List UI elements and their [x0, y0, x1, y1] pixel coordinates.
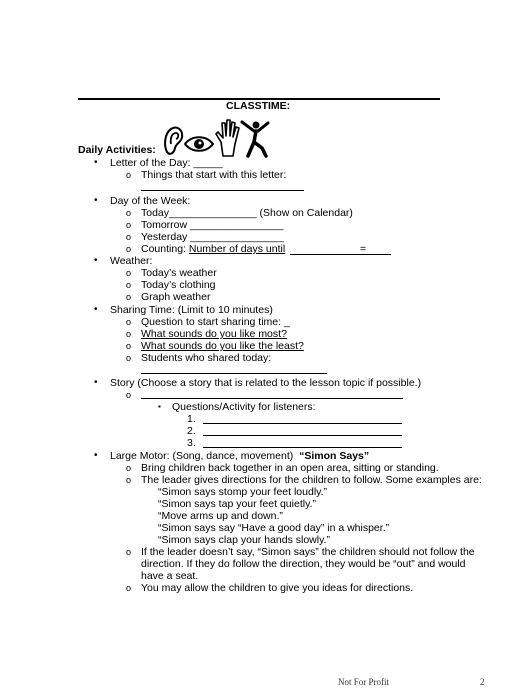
motor-instruction-4: You may allow the children to give you ideas for directions.: [141, 582, 414, 594]
sub-marker: o: [126, 547, 132, 557]
sub-marker: o: [126, 390, 132, 400]
sub-marker: o: [126, 353, 132, 363]
answer-line: [141, 190, 304, 191]
bullet-marker: •: [94, 195, 98, 206]
counting-text: Number of days until: [188, 243, 286, 255]
sub-marker: o: [126, 317, 132, 327]
sub-marker: o: [126, 463, 132, 473]
bullet-marker: •: [94, 450, 98, 461]
todays-weather: Today’s weather: [141, 267, 217, 279]
answer-line: [141, 373, 327, 374]
hand-icon: [214, 118, 240, 158]
counting-prefix: Counting:: [141, 243, 189, 255]
simon-example-4: “Simon says say “Have a good day” in a whisper.”: [158, 522, 390, 534]
day-of-week-label: Day of the Week:: [110, 195, 191, 207]
section-label: Daily Activities:: [78, 144, 156, 156]
number-3: 3.: [187, 437, 196, 449]
motor-instruction-3-line-3: have a seat.: [141, 570, 199, 582]
number-1: 1.: [187, 413, 196, 425]
number-2: 2.: [187, 425, 196, 437]
movement-figure-icon: [240, 120, 270, 158]
sub-marker: o: [126, 268, 132, 278]
motor-instruction-3-line-1: If the leader doesn’t say, “Simon says” the children should not follow the: [141, 546, 475, 558]
square-marker: ▪: [158, 402, 161, 411]
letter-things-label: Things that start with this letter:: [141, 169, 287, 181]
sub-marker: o: [126, 341, 132, 351]
graph-weather: Graph weather: [141, 291, 211, 303]
yesterday-line: Yesterday ________________: [141, 231, 284, 243]
simon-example-5: “Simon says clap your hands slowly.”: [158, 534, 330, 546]
sharing-question-most: What sounds do you like most?: [141, 328, 287, 340]
motor-instruction-3-line-2: direction. If they do follow the direction, they would be “out” and would: [141, 558, 466, 570]
sharing-question-start: Question to start sharing time: _: [141, 316, 290, 328]
simon-says-title: “Simon Says”: [299, 450, 370, 462]
page-title: CLASSTIME:: [226, 100, 291, 112]
sub-marker: o: [126, 280, 132, 290]
sub-marker: o: [126, 208, 132, 218]
sharing-time-label: Sharing Time: (Limit to 10 minutes): [110, 304, 273, 316]
weather-label: Weather:: [110, 255, 153, 267]
simon-example-2: “Simon says tap your feet quietly.”: [158, 498, 316, 510]
ear-icon: [162, 124, 184, 158]
large-motor-text: Large Motor: (Song, dance, movement): [110, 450, 294, 462]
sub-marker: o: [126, 583, 132, 593]
sub-marker: o: [126, 232, 132, 242]
today-line: Today_______________ (Show on Calendar): [141, 207, 353, 219]
sub-marker: o: [126, 220, 132, 230]
sub-marker: o: [126, 475, 132, 485]
footer-text: Not For Profit: [338, 677, 390, 687]
questions-activity-label: Questions/Activity for listeners:: [172, 401, 316, 413]
simon-example-3: “Move arms up and down.”: [158, 510, 283, 522]
students-shared-label: Students who shared today:: [141, 352, 272, 364]
sub-marker: o: [126, 244, 132, 254]
todays-clothing: Today’s clothing: [141, 279, 216, 291]
tomorrow-line: Tomorrow ________________: [141, 219, 284, 231]
sub-marker: o: [126, 170, 132, 180]
bullet-marker: •: [94, 377, 98, 388]
bullet-marker: •: [94, 157, 98, 168]
answer-line: [203, 435, 402, 436]
letter-of-day-label: Letter of the Day: _____: [110, 157, 223, 169]
counting-line: [141, 243, 285, 255]
motor-instruction-2: The leader gives directions for the children to follow. Some examples are:: [141, 474, 482, 486]
answer-line: [203, 423, 402, 424]
motor-instruction-1: Bring children back together in an open area, sitting or standing.: [141, 462, 439, 474]
eye-icon: [184, 134, 214, 154]
sub-marker: o: [126, 292, 132, 302]
simon-example-1: “Simon says stomp your feet loudly.”: [158, 486, 328, 498]
answer-line: [290, 254, 391, 255]
sub-marker: o: [126, 329, 132, 339]
sharing-question-least: What sounds do you like the least?: [141, 340, 304, 352]
counting-equals: =: [360, 243, 367, 255]
bullet-marker: •: [94, 304, 98, 315]
answer-line: [203, 447, 402, 448]
bullet-marker: •: [94, 255, 98, 266]
large-motor-label: [110, 450, 369, 462]
page-number: 2: [480, 677, 485, 687]
story-label: Story (Choose a story that is related to the lesson topic if possible.): [110, 377, 422, 389]
answer-line: [141, 398, 403, 399]
